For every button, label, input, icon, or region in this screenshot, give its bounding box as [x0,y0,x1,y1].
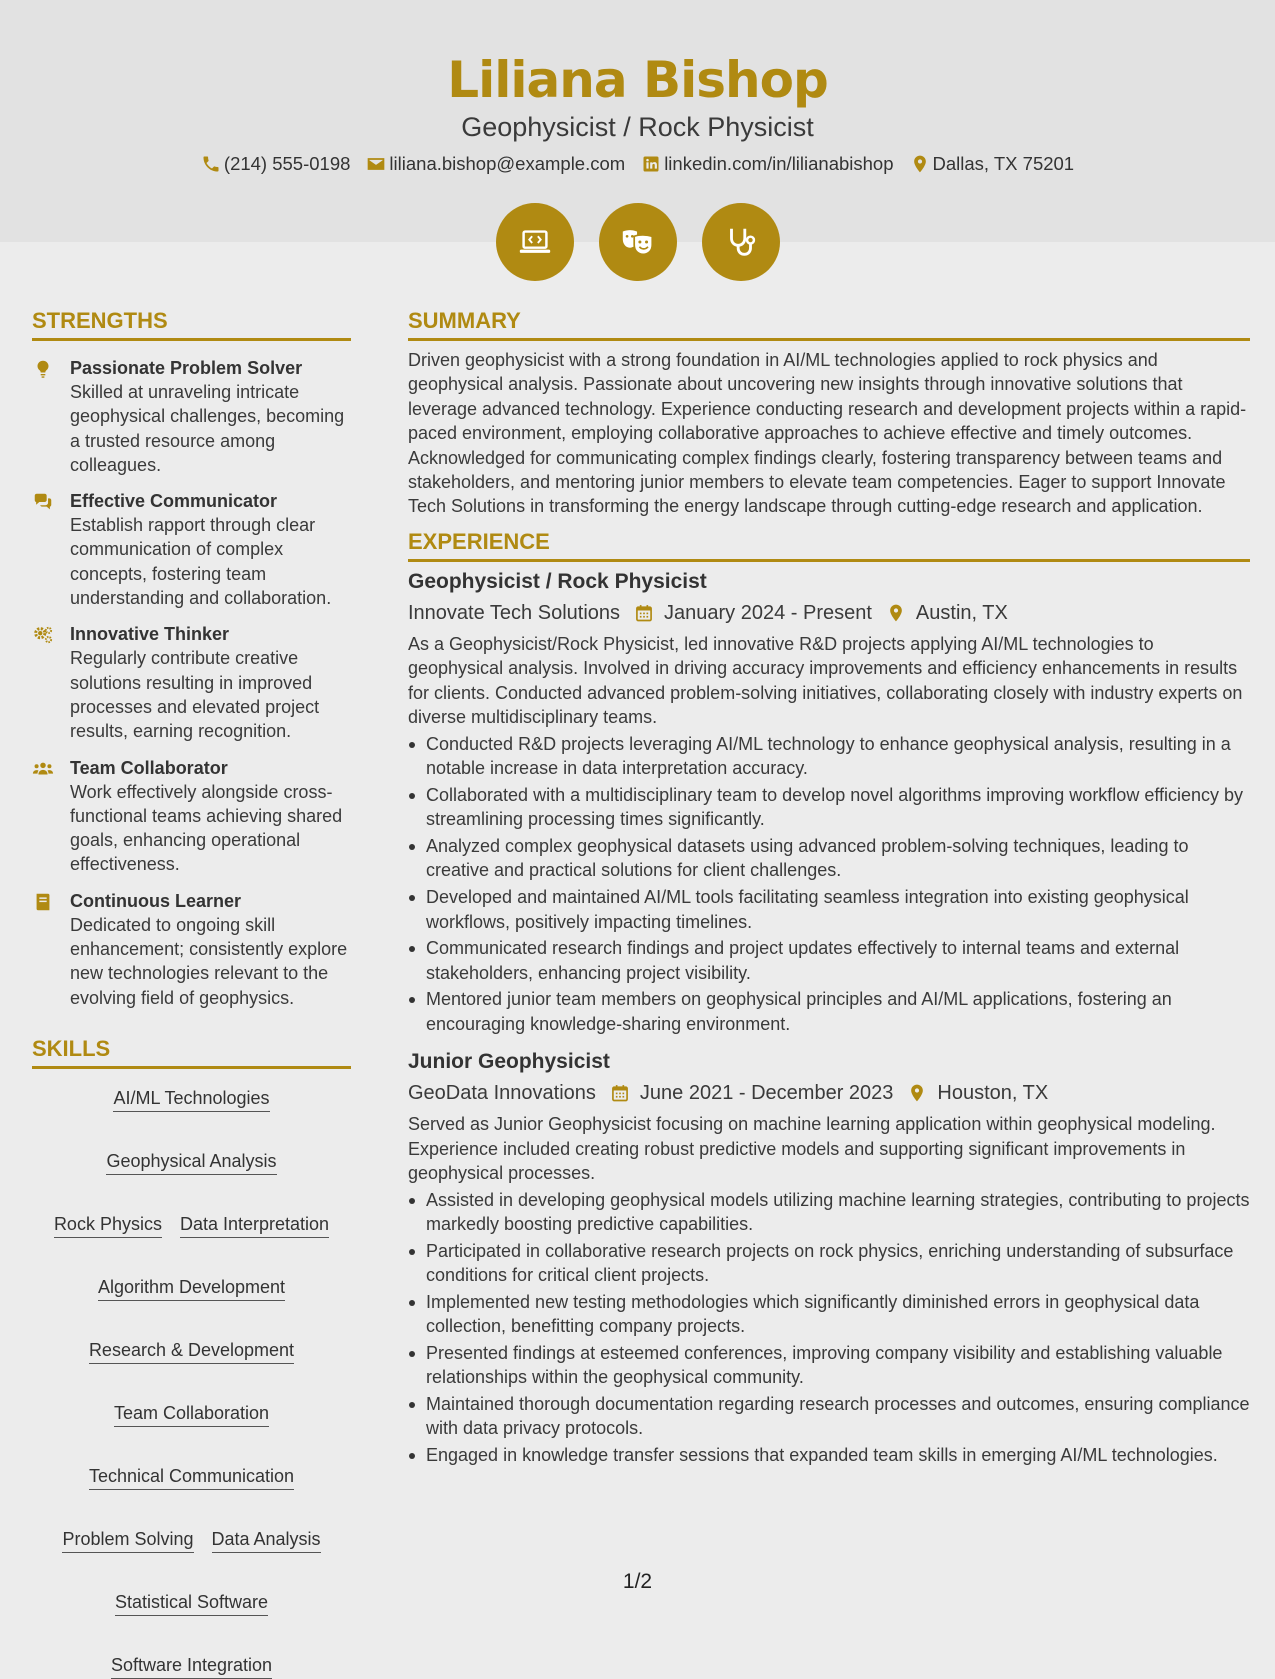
strengths-heading: STRENGTHS [32,306,351,341]
skills-heading: SKILLS [32,1034,351,1069]
strength-item [32,756,351,877]
bullet-item: Maintained thorough documentation regarding research processes and outcomes, ensuring compliance with data privacy protocols. [408,1392,1250,1441]
job-meta [408,599,1250,627]
job-meta [408,1079,1250,1107]
cogs-icon [32,624,54,646]
page-number: 1/2 [622,1570,653,1593]
bullet-item: Presented findings at esteemed conferences, improving company visibility and establishing valuable relationships within the geophysical community. [408,1341,1250,1390]
badge-laptop-code [496,203,574,281]
job-title: Geophysicist / Rock Physicist [408,569,707,593]
bullet-item: Analyzed complex geophysical datasets using advanced problem-solving techniques, leading to creative and practical solutions for client challenges. [408,834,1250,883]
candidate-name: Liliana Bishop [447,51,828,109]
envelope-icon [366,154,386,174]
strength-item [32,489,351,610]
laptop-code-icon [516,223,554,261]
bullet-item: Communicated research findings and project updates effectively to internal teams and external stakeholders, enhancing project visibility. [408,936,1250,985]
strength-title: Team Collaborator [70,757,228,778]
bullet-item: Implemented new testing methodologies which significantly diminished errors in geophysical data collection, benefitting company projects. [408,1290,1250,1339]
strength-desc: Work effectively alongside cross-functional teams achieving shared goals, enhancing operational effectiveness. [70,781,343,875]
skill-tag: AI/ML Technologies [113,1087,269,1112]
bullet-item: Participated in collaborative research projects on rock physics, enriching understanding of subsurface conditions for critical client projects. [408,1239,1250,1288]
strength-item [32,356,351,477]
skill-tag: Algorithm Development [98,1276,285,1301]
strength-desc: Skilled at unraveling intricate geophysical challenges, becoming a trusted resource among colleagues. [70,382,345,475]
job-location: Austin, TX [915,601,1008,624]
strength-item [32,889,351,1010]
strength-item [32,622,351,743]
experience-heading: EXPERIENCE [408,527,1250,562]
job-location: Houston, TX [937,1082,1049,1105]
comments-icon [32,491,54,513]
bullet-item: Mentored junior team members on geophysical principles and AI/ML applications, fostering an encouraging knowledge-sharing environment. [408,987,1250,1036]
contact-bar [0,152,1275,176]
contact-email[interactable] [366,152,625,176]
users-icon [32,758,54,780]
skill-tag: Software Integration [111,1654,272,1679]
summary-text: Driven geophysicist with a strong foundation in AI/ML technologies applied to rock physics and geophysical analysis. Passionate about uncovering new insights through innovative solutions that leverage advanced technology. Experience conducting research and development projects within a rapid-paced environment, employing collaborative approaches to achieve effective and timely outcomes. Acknowledged for communicating complex findings clearly, fostering transparency between teams and stakeholders, and mentoring junior members to elevate team competencies. Eager to support Innovate Tech Solutions in transforming the energy landscape through cutting-edge research and application. [408,350,1247,517]
contact-location-text: Dallas, TX 75201 [932,153,1075,174]
map-pin-icon [886,603,906,623]
strength-desc: Establish rapport through clear communication of complex concepts, fostering team understanding and collaboration. [70,515,332,609]
skill-tag: Team Collaboration [114,1402,269,1427]
job-dates: January 2024 - Present [664,601,872,624]
strength-title: Innovative Thinker [70,624,230,645]
summary-heading: SUMMARY [408,306,1250,341]
contact-linkedin[interactable] [641,152,893,176]
candidate-title: Geophysicist / Rock Physicist [461,112,814,142]
calendar-icon [634,603,654,623]
skill-tag: Statistical Software [115,1591,268,1616]
job-title: Junior Geophysicist [408,1050,610,1074]
lightbulb-icon [32,358,54,380]
job-dates: June 2021 - December 2023 [639,1082,894,1105]
strength-desc: Dedicated to ongoing skill enhancement; consistently explore new technologies relevant to the evolving field of geophysics. [70,914,348,1008]
strength-title: Effective Communicator [70,491,278,512]
map-pin-icon [910,154,930,174]
job-bullets [408,732,1250,1036]
bullet-item: Collaborated with a multidisciplinary team to develop novel algorithms improving workflow efficiency by streamlining processing times significantly. [408,783,1250,832]
right-column [408,306,1250,1468]
interest-badges [0,203,1275,281]
job-entry [408,1048,1250,1467]
strength-title: Passionate Problem Solver [70,358,303,378]
badge-theater-masks [599,203,677,281]
badge-stethoscope [702,203,780,281]
bullet-item: Engaged in knowledge transfer sessions that expanded team skills in emerging AI/ML technologies. [408,1443,1250,1467]
map-pin-icon [907,1083,927,1103]
job-description: As a Geophysicist/Rock Physicist, led innovative R&D projects applying AI/ML technologies to geophysical analysis. Involved in driving accuracy improvements and efficiency enhancements in results for clients. Conducted advanced problem-solving initiatives, collaborating closely with industry experts on diverse multidisciplinary teams. [408,633,1243,728]
theater-masks-icon [619,223,657,261]
stethoscope-icon [722,223,760,261]
linkedin-icon [641,154,661,174]
job-entry [408,568,1250,1036]
job-bullets [408,1188,1250,1468]
phone-icon [201,154,221,174]
skill-tag: Data Analysis [212,1528,321,1553]
book-icon [32,891,54,913]
calendar-icon [610,1083,630,1103]
skill-tag: Technical Communication [89,1465,294,1490]
contact-linkedin-text: linkedin.com/in/lilianabishop [664,153,894,174]
job-company: Innovate Tech Solutions [408,601,621,624]
skill-tag: Rock Physics [54,1213,162,1238]
strength-desc: Regularly contribute creative solutions resulting in improved processes and elevated project results, earning recognition. [70,648,320,742]
job-description: Served as Junior Geophysicist focusing on machine learning application within geophysical modeling. Experience included creating robust predictive models and supporting significant improvements in geophysical processes. [408,1114,1216,1183]
left-column [32,306,351,1679]
job-company: GeoData Innovations [408,1082,596,1105]
skill-tag: Research & Development [89,1339,294,1364]
skill-tag: Data Interpretation [180,1213,329,1238]
contact-email-text: liliana.bishop@example.com [389,153,626,174]
skill-tag: Geophysical Analysis [106,1150,276,1175]
strength-title: Continuous Learner [70,890,242,911]
contact-phone-text: (214) 555-0198 [223,153,351,174]
bullet-item: Developed and maintained AI/ML tools facilitating seamless integration into existing geophysical workflows, positively impacting timelines. [408,885,1250,934]
skill-tag: Problem Solving [62,1528,193,1553]
contact-phone[interactable] [201,152,351,176]
bullet-item: Conducted R&D projects leveraging AI/ML technology to enhance geophysical analysis, resulting in a notable increase in data interpretation accuracy. [408,732,1250,781]
contact-location [910,152,1075,176]
bullet-item: Assisted in developing geophysical models utilizing machine learning strategies, contributing to projects markedly boosting predictive capabilities. [408,1188,1250,1237]
